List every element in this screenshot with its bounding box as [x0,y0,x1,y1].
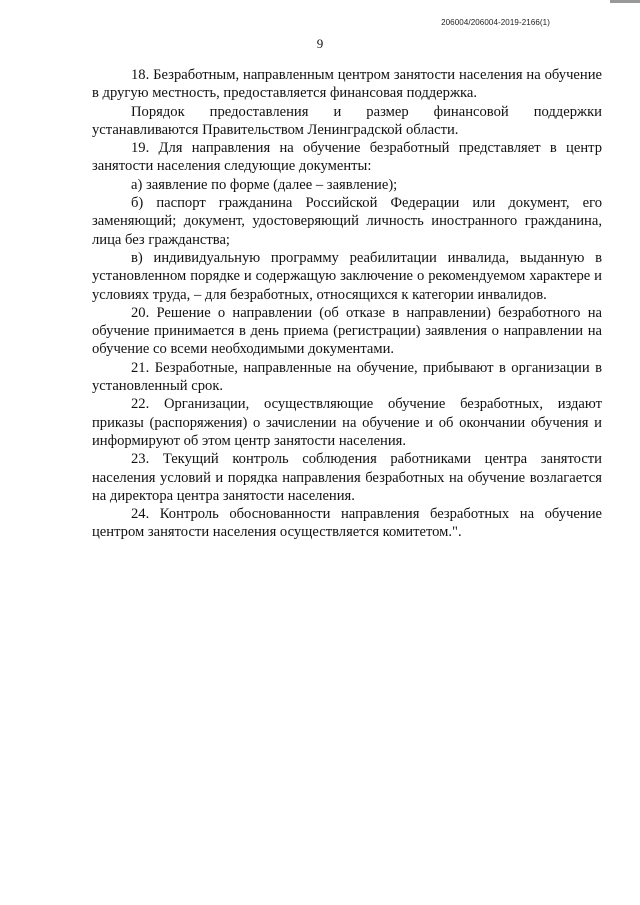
paragraph-21: 21. Безработные, направленные на обучение, прибывают в организации в установленный срок. [92,359,602,395]
paragraph-18: 18. Безработным, направленным центром занятости населения на обучение в другую местность, предоставляется финансовая поддержка. [92,67,602,102]
paragraph-22: 22. Организации, осуществляющие обучение безработных, издают приказы (распоряжения) о зачислении на обучение и об окончании обучения и информируют об этом центр занятости населения. [92,396,602,449]
list-item-a: а) заявление по форме (далее – заявление); [131,176,398,193]
list-item-v: в) индивидуальную программу реабилитации инвалида, выданную в установленном порядке и содержащую заключение о рекомендуемом характере и условиях труда, – для безработных, относящихся к категории инвалидов. [92,249,602,303]
paragraph-18-procedure: Порядок предоставления и размер финансовой поддержки устанавливаются Правительством Ленинградской области. [92,103,602,138]
document-code: 206004/206004-2019-2166(1) [441,18,550,27]
paragraph-19: 19. Для направления на обучение безработный представляет в центр занятости населения следующие документы: [92,140,602,175]
paragraph-23: 23. Текущий контроль соблюдения работниками центра занятости населения условий и порядка направления безработных на обучение возлагается на директора центра занятости населения. [92,451,602,504]
page-number: 9 [316,36,324,51]
list-item-b: б) паспорт гражданина Российской Федерации или документ, его заменяющий; документ, удостоверяющий личность иностранного гражданина, лица без гражданства; [92,195,602,248]
paragraph-24: 24. Контроль обоснованности направления безработных на обучение центром занятости населения осуществляется комитетом.". [92,506,602,541]
paragraph-20: 20. Решение о направлении (об отказе в направлении) безработного на обучение принимается в день приема (регистрации) заявления о направлении на обучение со всеми необходимыми документами. [92,304,602,358]
document-body [92,66,602,542]
scan-edge-mark [610,0,640,3]
